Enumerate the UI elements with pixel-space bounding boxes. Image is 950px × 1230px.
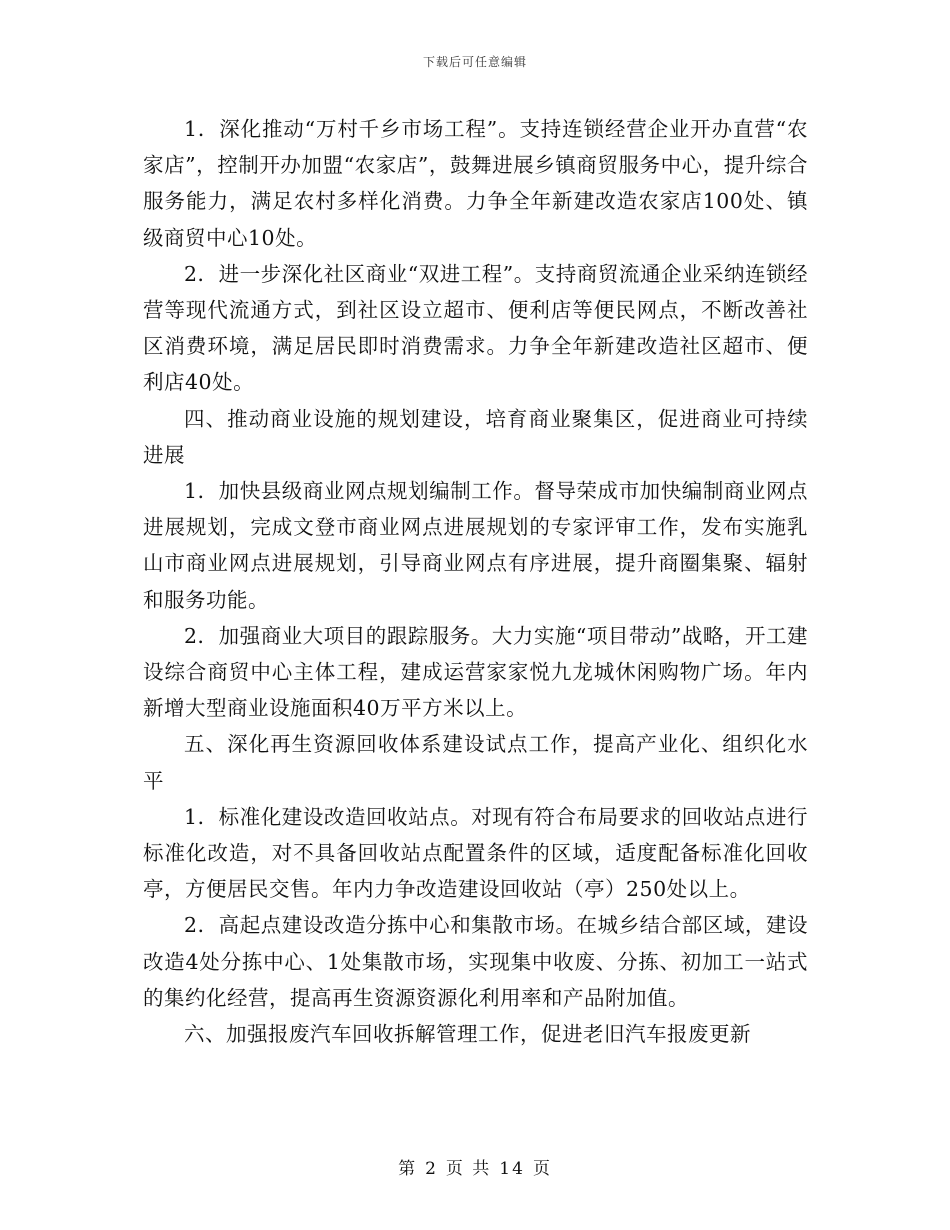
paragraph-3: 1．加快县级商业网点规划编制工作。督导荣成市加快编制商业网点进展规划，完成文登市商业网点进展规划的专家评审工作，发布实施乳山市商业网点进展规划，引导商业网点有序进展，提升商圈集聚、辐射和服务功能。: [143, 479, 808, 612]
footer-current-page: 2: [425, 1159, 438, 1179]
section-heading-5: 五、深化再生资源回收体系建设试点工作，提高产业化、组织化水平: [143, 732, 808, 793]
footer-middle: 页 共: [445, 1159, 492, 1179]
page-header-note: 下载后可任意编辑: [422, 55, 527, 69]
footer-suffix: 页: [532, 1159, 552, 1179]
page-footer: [0, 1154, 950, 1179]
paragraph-6: 2．高起点建设改造分拣中心和集散市场。在城乡结合部区域，建设改造4处分拣中心、1处集散市场，实现集中收废、分拣、初加工一站式的集约化经营，提高再生资源资源化利用率和产品附加值。: [143, 913, 808, 1010]
paragraph-4: 2．加强商业大项目的跟踪服务。大力实施“项目带动”战略，开工建设综合商贸中心主体工程，建成运营家家悦九龙城休闲购物广场。年内新增大型商业设施面积40万平方米以上。: [143, 623, 808, 721]
section-heading-6: 六、加强报废汽车回收拆解管理工作，促进老旧汽车报废更新: [184, 1022, 751, 1047]
paragraph-5: 1．标准化建设改造回收站点。对现有符合布局要求的回收站点进行标准化改造，对不具备回收站点配置条件的区域，适度配备标准化回收亭，方便居民交售。年内力争改造建设回收站（亭）250处以上。: [143, 804, 808, 902]
footer-prefix: 第: [398, 1159, 418, 1179]
paragraph-1: 1．深化推动“万村千乡市场工程”。支持连锁经营企业开办直营“农家店”，控制开办加盟“农家店”，鼓舞进展乡镇商贸服务中心，提升综合服务能力，满足农村多样化消费。力争全年新建改造农家店100处、镇级商贸中心10处。: [143, 117, 808, 250]
document-body: [143, 111, 808, 1052]
footer-total-pages: 14: [499, 1159, 525, 1179]
section-heading-4: 四、推动商业设施的规划建设，培育商业聚集区，促进商业可持续进展: [143, 406, 808, 467]
paragraph-2: 2．进一步深化社区商业“双进工程”。支持商贸流通企业采纳连锁经营等现代流通方式，到社区设立超市、便利店等便民网点，不断改善社区消费环境，满足居民即时消费需求。力争全年新建改造社区超市、便利店40处。: [143, 261, 808, 395]
